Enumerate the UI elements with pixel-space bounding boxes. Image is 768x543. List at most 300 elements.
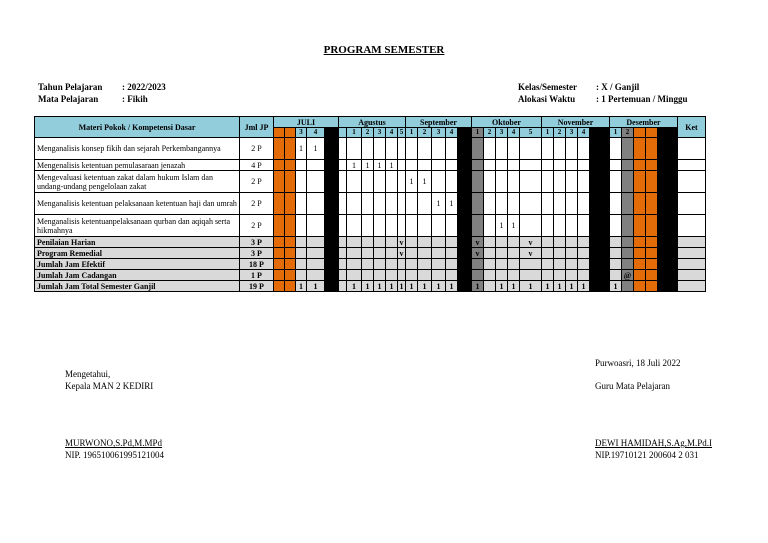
week-cell: v	[520, 248, 542, 259]
week-cell	[484, 270, 496, 281]
week-header-cell	[325, 128, 339, 138]
week-cell	[610, 270, 622, 281]
kelas-label: Kelas/Semester	[518, 82, 577, 92]
week-header-cell	[285, 128, 296, 138]
week-cell	[362, 215, 374, 237]
week-cell	[432, 215, 446, 237]
week-cell	[566, 193, 578, 215]
week-cell: 1	[508, 281, 520, 292]
week-cell: 1	[418, 171, 432, 193]
week-cell	[458, 237, 472, 248]
week-cell	[446, 270, 458, 281]
left-sign-nip: NIP. 196510061995121004	[65, 450, 165, 460]
week-cell	[307, 160, 325, 171]
week-cell	[590, 215, 610, 237]
week-cell	[610, 248, 622, 259]
alokasi-label: Alokasi Waktu	[518, 94, 576, 104]
week-cell	[362, 259, 374, 270]
week-cell: 1	[307, 138, 325, 160]
materi-cell: Mengevaluasi ketentuan zakat dalam hukum Islam dan undang-undang pengelolaan zakat	[35, 171, 240, 193]
week-cell	[590, 138, 610, 160]
jp-cell: 4 P	[240, 160, 274, 171]
week-cell	[296, 270, 307, 281]
week-cell	[542, 259, 554, 270]
week-cell	[554, 138, 566, 160]
week-cell	[508, 193, 520, 215]
week-cell	[578, 237, 590, 248]
week-cell	[374, 248, 386, 259]
week-cell	[484, 237, 496, 248]
table-row	[35, 248, 706, 259]
week-cell	[339, 248, 347, 259]
week-cell	[634, 248, 646, 259]
week-cell	[274, 270, 285, 281]
week-cell	[554, 193, 566, 215]
jp-cell: 18 P	[240, 259, 274, 270]
week-cell	[484, 259, 496, 270]
month-november: November	[542, 117, 610, 128]
week-cell	[274, 281, 285, 292]
week-cell	[347, 237, 362, 248]
week-cell	[472, 215, 484, 237]
week-cell	[406, 215, 418, 237]
table-body	[35, 138, 706, 292]
left-sign-line2: Kepala MAN 2 KEDIRI	[65, 381, 154, 391]
week-cell	[542, 270, 554, 281]
week-cell	[398, 259, 406, 270]
week-cell	[418, 248, 432, 259]
week-cell	[406, 237, 418, 248]
right-signature-role: Guru Mata Pelajaran	[595, 381, 670, 391]
week-cell: v	[399, 248, 404, 258]
week-cell	[432, 138, 446, 160]
week-cell	[496, 270, 508, 281]
right-sign-nip: NIP.19710121 200604 2 031	[595, 450, 699, 460]
week-cell	[554, 237, 566, 248]
week-cell	[458, 259, 472, 270]
week-cell	[274, 171, 285, 193]
materi-cell: Menganalisis konsep fikih dan sejarah Perkembangannya	[35, 138, 240, 160]
month-oktober: Oktober	[472, 117, 542, 128]
week-cell	[646, 193, 658, 215]
week-cell	[590, 171, 610, 193]
week-cell	[520, 160, 542, 171]
week-cell	[285, 248, 296, 259]
program-semester-table	[34, 116, 706, 292]
week-cell	[508, 248, 520, 259]
week-cell	[542, 248, 554, 259]
alokasi-value: : 1 Pertemuan / Minggu	[596, 94, 688, 104]
week-cell	[285, 281, 296, 292]
week-cell	[590, 193, 610, 215]
week-cell	[386, 270, 398, 281]
week-cell	[542, 171, 554, 193]
week-cell: v	[472, 248, 484, 259]
week-cell	[347, 215, 362, 237]
week-cell	[458, 281, 472, 292]
header-jml-jp: Jml JP	[240, 117, 274, 138]
week-cell	[406, 160, 418, 171]
meta-left	[38, 81, 166, 105]
week-cell	[496, 259, 508, 270]
week-cell: 1	[399, 281, 404, 291]
week-cell	[274, 248, 285, 259]
week-cell	[646, 237, 658, 248]
week-cell	[432, 237, 446, 248]
week-cell: 1	[307, 281, 325, 292]
week-cell	[347, 193, 362, 215]
week-cell	[446, 215, 458, 237]
week-cell	[285, 259, 296, 270]
week-cell	[646, 248, 658, 259]
kelas-value: : X / Ganjil	[596, 82, 640, 92]
week-cell	[646, 138, 658, 160]
week-cell	[496, 171, 508, 193]
week-cell	[362, 193, 374, 215]
week-cell	[622, 237, 634, 248]
meta-right	[518, 81, 688, 105]
week-cell	[307, 248, 325, 259]
week-cell	[418, 215, 432, 237]
week-cell	[339, 138, 347, 160]
week-cell	[285, 160, 296, 171]
week-cell	[658, 171, 678, 193]
week-cell: 1	[362, 281, 374, 292]
table-row	[35, 160, 706, 171]
week-header-cell: 1	[406, 128, 418, 138]
week-cell	[386, 237, 398, 248]
week-cell	[578, 193, 590, 215]
week-header-cell	[634, 128, 646, 138]
week-cell	[307, 270, 325, 281]
week-cell	[520, 138, 542, 160]
week-cell	[634, 171, 646, 193]
week-cell	[418, 270, 432, 281]
jp-cell: 2 P	[240, 171, 274, 193]
week-cell: 1	[347, 160, 362, 171]
week-cell	[658, 138, 678, 160]
ket-cell	[678, 160, 706, 171]
week-cell	[658, 193, 678, 215]
week-cell	[578, 138, 590, 160]
materi-cell: Menganalisis ketentuanpelaksanaan qurban dan aqiqah serta hikmahnya	[35, 215, 240, 237]
week-cell	[622, 248, 634, 259]
week-cell	[520, 171, 542, 193]
week-cell	[542, 138, 554, 160]
week-cell	[386, 248, 398, 259]
left-sign-line1: Mengetahui,	[65, 369, 111, 379]
week-cell	[296, 215, 307, 237]
week-cell	[566, 171, 578, 193]
week-cell	[496, 138, 508, 160]
week-cell	[458, 193, 472, 215]
week-cell	[472, 259, 484, 270]
week-cell: v	[472, 237, 484, 248]
materi-cell: Mengenalisis ketentuan pemulasaraan jenazah	[35, 160, 240, 171]
week-cell	[386, 171, 398, 193]
week-cell: 1	[542, 281, 554, 292]
week-cell	[496, 237, 508, 248]
left-signature-name	[65, 437, 164, 461]
week-cell	[520, 193, 542, 215]
week-header-cell: 4	[578, 128, 590, 138]
week-header-cell: 5	[398, 128, 406, 138]
week-cell	[484, 193, 496, 215]
week-cell: 1	[374, 160, 386, 171]
week-cell	[406, 259, 418, 270]
week-cell	[634, 138, 646, 160]
week-cell	[508, 259, 520, 270]
week-cell	[658, 215, 678, 237]
week-cell	[296, 248, 307, 259]
week-cell	[347, 248, 362, 259]
ket-cell	[678, 171, 706, 193]
week-cell	[578, 215, 590, 237]
week-cell	[634, 259, 646, 270]
week-cell	[339, 215, 347, 237]
table-row	[35, 215, 706, 237]
week-cell	[610, 138, 622, 160]
week-cell	[566, 237, 578, 248]
week-cell	[274, 193, 285, 215]
week-cell	[508, 160, 520, 171]
week-cell	[634, 237, 646, 248]
week-cell	[307, 193, 325, 215]
week-cell	[274, 215, 285, 237]
left-sign-name: MURWONO,S.Pd,M.MPd	[65, 438, 163, 448]
week-cell	[472, 270, 484, 281]
table-row	[35, 270, 706, 281]
week-cell: 1	[374, 281, 386, 292]
week-cell	[374, 270, 386, 281]
week-cell	[418, 259, 432, 270]
week-cell	[554, 215, 566, 237]
page-title: PROGRAM SEMESTER	[323, 44, 445, 56]
week-cell: 1	[508, 215, 520, 237]
week-cell	[285, 193, 296, 215]
week-cell: 1	[406, 171, 418, 193]
jp-cell: 2 P	[240, 193, 274, 215]
materi-cell: Menganalisis ketentuan pelaksanaan ketentuan haji dan umrah	[35, 193, 240, 215]
week-cell	[542, 160, 554, 171]
week-cell	[398, 215, 406, 237]
week-cell	[622, 281, 634, 292]
week-header-cell: 4	[508, 128, 520, 138]
week-cell	[646, 160, 658, 171]
week-cell	[432, 259, 446, 270]
week-cell	[458, 215, 472, 237]
week-header-cell	[339, 128, 347, 138]
week-cell: 1	[520, 281, 542, 292]
ket-cell	[678, 138, 706, 160]
week-cell	[325, 248, 339, 259]
week-header-cell: 3	[374, 128, 386, 138]
week-header-cell: 4	[446, 128, 458, 138]
week-header-cell: 2	[418, 128, 432, 138]
week-cell	[285, 138, 296, 160]
week-header-cell	[658, 128, 678, 138]
ket-cell	[678, 248, 706, 259]
week-header-cell: 2	[362, 128, 374, 138]
week-cell	[484, 160, 496, 171]
week-cell	[458, 248, 472, 259]
week-cell	[362, 270, 374, 281]
week-cell: 1	[554, 281, 566, 292]
ket-cell	[678, 281, 706, 292]
week-cell	[406, 270, 418, 281]
week-cell	[554, 270, 566, 281]
jp-cell: 2 P	[240, 138, 274, 160]
jp-cell: 2 P	[240, 215, 274, 237]
week-cell	[472, 138, 484, 160]
week-cell	[646, 171, 658, 193]
week-cell	[446, 237, 458, 248]
week-cell	[484, 215, 496, 237]
week-cell	[432, 171, 446, 193]
week-cell	[566, 160, 578, 171]
week-cell: 1	[432, 281, 446, 292]
week-cell	[566, 138, 578, 160]
week-cell	[362, 237, 374, 248]
week-cell	[622, 259, 634, 270]
week-cell	[432, 270, 446, 281]
week-cell	[374, 171, 386, 193]
week-header-cell: 1	[610, 128, 622, 138]
week-cell	[325, 160, 339, 171]
ket-cell	[678, 237, 706, 248]
ket-cell	[678, 259, 706, 270]
week-cell	[472, 160, 484, 171]
table-row	[35, 138, 706, 160]
week-cell	[496, 248, 508, 259]
week-cell	[658, 281, 678, 292]
week-cell	[646, 281, 658, 292]
week-header-cell: 2	[622, 128, 634, 138]
week-cell	[508, 171, 520, 193]
week-cell	[296, 193, 307, 215]
week-cell	[432, 160, 446, 171]
week-cell	[374, 193, 386, 215]
table-row	[35, 193, 706, 215]
mapel-value: : Fikih	[122, 94, 148, 104]
week-cell	[520, 259, 542, 270]
week-cell	[347, 138, 362, 160]
week-cell	[307, 259, 325, 270]
week-cell	[610, 259, 622, 270]
week-cell	[386, 138, 398, 160]
week-cell	[658, 259, 678, 270]
left-signature	[65, 368, 153, 392]
week-header-cell: 2	[554, 128, 566, 138]
right-signature-name	[595, 437, 712, 461]
materi-cell: Penilaian Harian	[35, 237, 240, 248]
mapel-label: Mata Pelajaran	[38, 94, 99, 104]
week-cell	[554, 160, 566, 171]
week-cell	[296, 160, 307, 171]
week-cell	[590, 237, 610, 248]
week-cell	[542, 237, 554, 248]
week-cell	[508, 138, 520, 160]
week-cell	[398, 138, 406, 160]
week-cell	[458, 171, 472, 193]
week-cell	[432, 248, 446, 259]
week-cell	[496, 193, 508, 215]
week-cell	[398, 193, 406, 215]
week-header-cell	[274, 128, 285, 138]
week-cell: 1	[472, 281, 484, 292]
materi-cell: Jumlah Jam Total Semester Ganjil	[35, 281, 240, 292]
week-cell: 1	[296, 281, 307, 292]
week-cell	[578, 248, 590, 259]
week-cell	[508, 270, 520, 281]
week-cell	[484, 138, 496, 160]
week-cell	[446, 138, 458, 160]
week-header-cell: 1	[542, 128, 554, 138]
week-header-cell: 3	[496, 128, 508, 138]
week-cell	[484, 281, 496, 292]
week-header-cell	[646, 128, 658, 138]
week-cell: 1	[418, 281, 432, 292]
week-cell: 1	[347, 281, 362, 292]
week-cell	[362, 138, 374, 160]
week-cell	[634, 193, 646, 215]
week-cell	[406, 248, 418, 259]
jp-cell: 19 P	[240, 281, 274, 292]
week-cell: 1	[362, 160, 374, 171]
week-cell	[610, 171, 622, 193]
week-cell	[542, 215, 554, 237]
ket-cell	[678, 270, 706, 281]
week-cell	[622, 160, 634, 171]
week-header-cell	[590, 128, 610, 138]
week-header-cell	[458, 128, 472, 138]
week-cell	[520, 270, 542, 281]
week-header-cell: 1	[472, 128, 484, 138]
week-cell	[325, 259, 339, 270]
month-juli: JULI	[274, 117, 339, 128]
week-cell	[554, 259, 566, 270]
week-cell	[274, 160, 285, 171]
tahun-value: : 2022/2023	[122, 82, 166, 92]
week-cell	[590, 259, 610, 270]
week-cell	[347, 171, 362, 193]
week-cell	[418, 160, 432, 171]
week-cell: v	[399, 237, 404, 247]
jp-cell: 1 P	[240, 270, 274, 281]
week-cell	[496, 160, 508, 171]
week-cell	[578, 160, 590, 171]
week-cell	[339, 160, 347, 171]
week-cell	[484, 248, 496, 259]
week-cell	[484, 171, 496, 193]
ket-cell	[678, 193, 706, 215]
week-cell	[610, 215, 622, 237]
week-cell	[458, 160, 472, 171]
ket-cell	[678, 215, 706, 237]
materi-cell: Program Remedial	[35, 248, 240, 259]
week-cell	[362, 171, 374, 193]
week-cell	[658, 237, 678, 248]
table-row	[35, 237, 706, 248]
week-cell	[296, 237, 307, 248]
week-cell	[566, 270, 578, 281]
week-cell	[446, 160, 458, 171]
week-cell: 1	[496, 281, 508, 292]
week-cell	[622, 215, 634, 237]
week-cell	[458, 270, 472, 281]
table-row	[35, 259, 706, 270]
week-cell	[406, 138, 418, 160]
